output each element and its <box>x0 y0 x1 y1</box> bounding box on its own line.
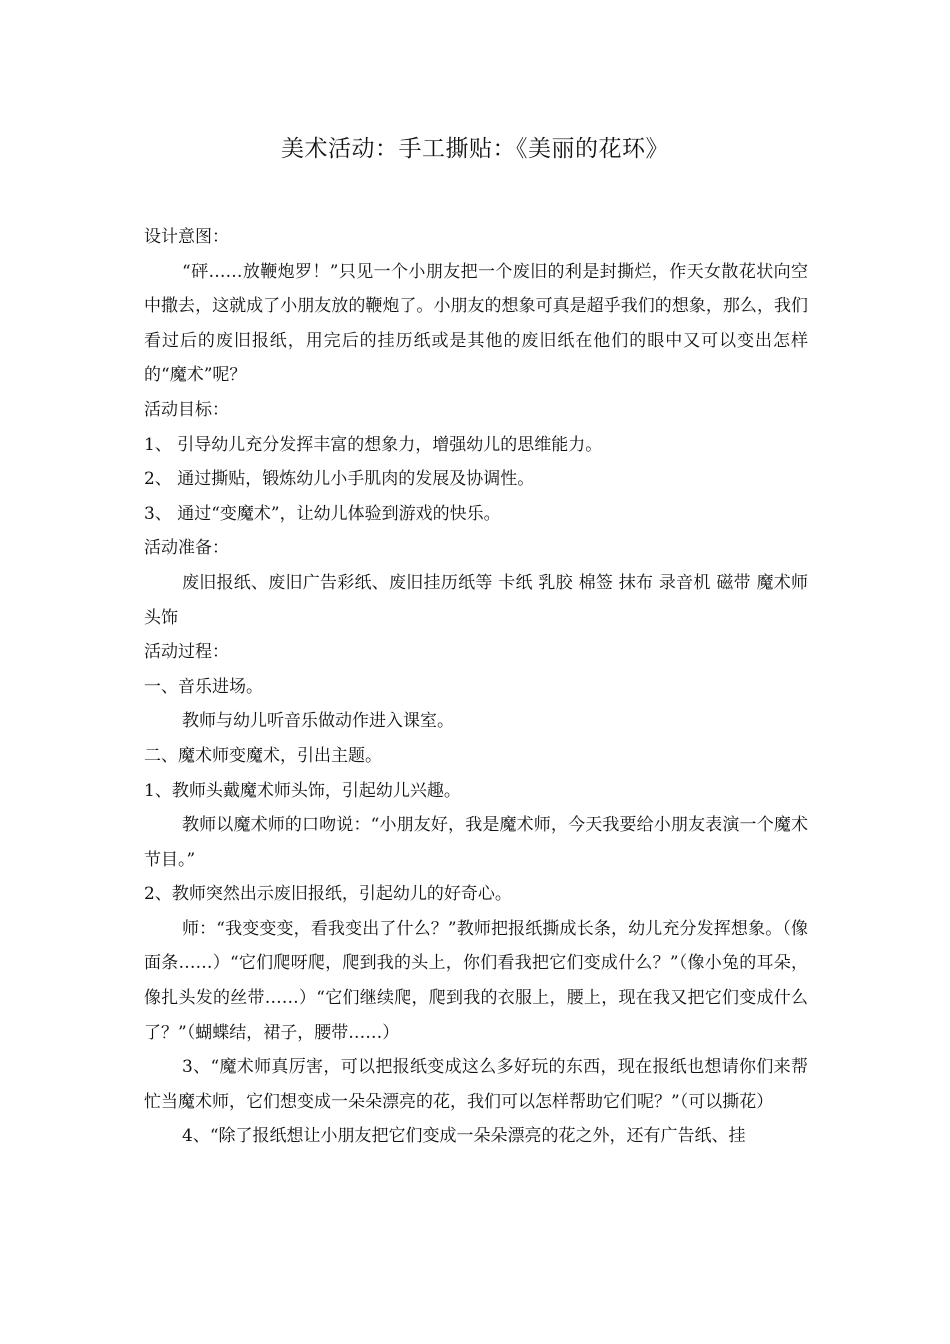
step-2-2-item: 2、教师突然出示废旧报纸，引起幼儿的好奇心。 <box>144 884 512 905</box>
step-2-1-paragraph: 教师以魔术师的口吻说：“小朋友好，我是魔术师，今天我要给小朋友表演一个魔术节目。” <box>144 815 808 870</box>
process-heading: 活动过程： <box>144 642 229 663</box>
step-2-4-paragraph: 4、“除了报纸想让小朋友把它们变成一朵朵漂亮的花之外，还有广告纸、挂 <box>182 1126 746 1147</box>
step-1-paragraph: 教师与幼儿听音乐做动作进入课室。 <box>182 711 454 732</box>
document-title: 美术活动：手工撕贴：《美丽的花环》 <box>281 136 669 162</box>
goals-heading: 活动目标： <box>144 399 229 420</box>
step-2-2-paragraph: 师：“我变变变，看我变出了什么？”教师把报纸撕成长条，幼儿充分发挥想象。（像面条……）“它们爬呀爬，爬到我的头上，你们看我把它们变成什么？”（像小兔的耳朵，像扎头发的丝带……）“它们继续爬，爬到我的衣服上，腰上，现在我又把它们变成什么了？”（蝴蝶结，裙子，腰带……） <box>144 918 808 1043</box>
step-2-heading: 二、魔术师变魔术，引出主题。 <box>144 745 382 766</box>
step-2-3-paragraph: 3、“魔术师真厉害，可以把报纸变成这么多好玩的东西，现在报纸也想请你们来帮忙当魔术师，它们想变成一朵朵漂亮的花，我们可以怎样帮助它们呢？”（可以撕花） <box>144 1057 808 1112</box>
step-1-heading: 一、音乐进场。 <box>144 676 263 697</box>
step-2-1-item: 1、教师头戴魔术师头饰，引起幼儿兴趣。 <box>144 780 461 801</box>
goal-item-1: 1、 引导幼儿充分发挥丰富的想象力，增强幼儿的思维能力。 <box>144 434 603 455</box>
goal-item-3: 3、 通过“变魔术”，让幼儿体验到游戏的快乐。 <box>144 503 501 524</box>
goal-item-2: 2、 通过撕贴，锻炼幼儿小手肌肉的发展及协调性。 <box>144 469 535 490</box>
preparation-heading: 活动准备： <box>144 538 229 559</box>
document-body <box>144 220 808 1154</box>
preparation-paragraph: 废旧报纸、废旧广告彩纸、废旧挂历纸等 卡纸 乳胶 棉签 抹布 录音机 磁带 魔术师头饰 <box>144 572 808 628</box>
design-intent-heading: 设计意图： <box>144 227 229 247</box>
design-intent-paragraph: “砰……放鞭炮罗！”只见一个小朋友把一个废旧的利是封撕烂，作天女散花状向空中撒去，这就成了小朋友放的鞭炮了。小朋友的想象可真是超乎我们的想象，那么，我们看过后的废旧报纸，用完后的挂历纸或是其他的废旧纸在他们的眼中又可以变出怎样的“魔术”呢？ <box>144 261 808 386</box>
